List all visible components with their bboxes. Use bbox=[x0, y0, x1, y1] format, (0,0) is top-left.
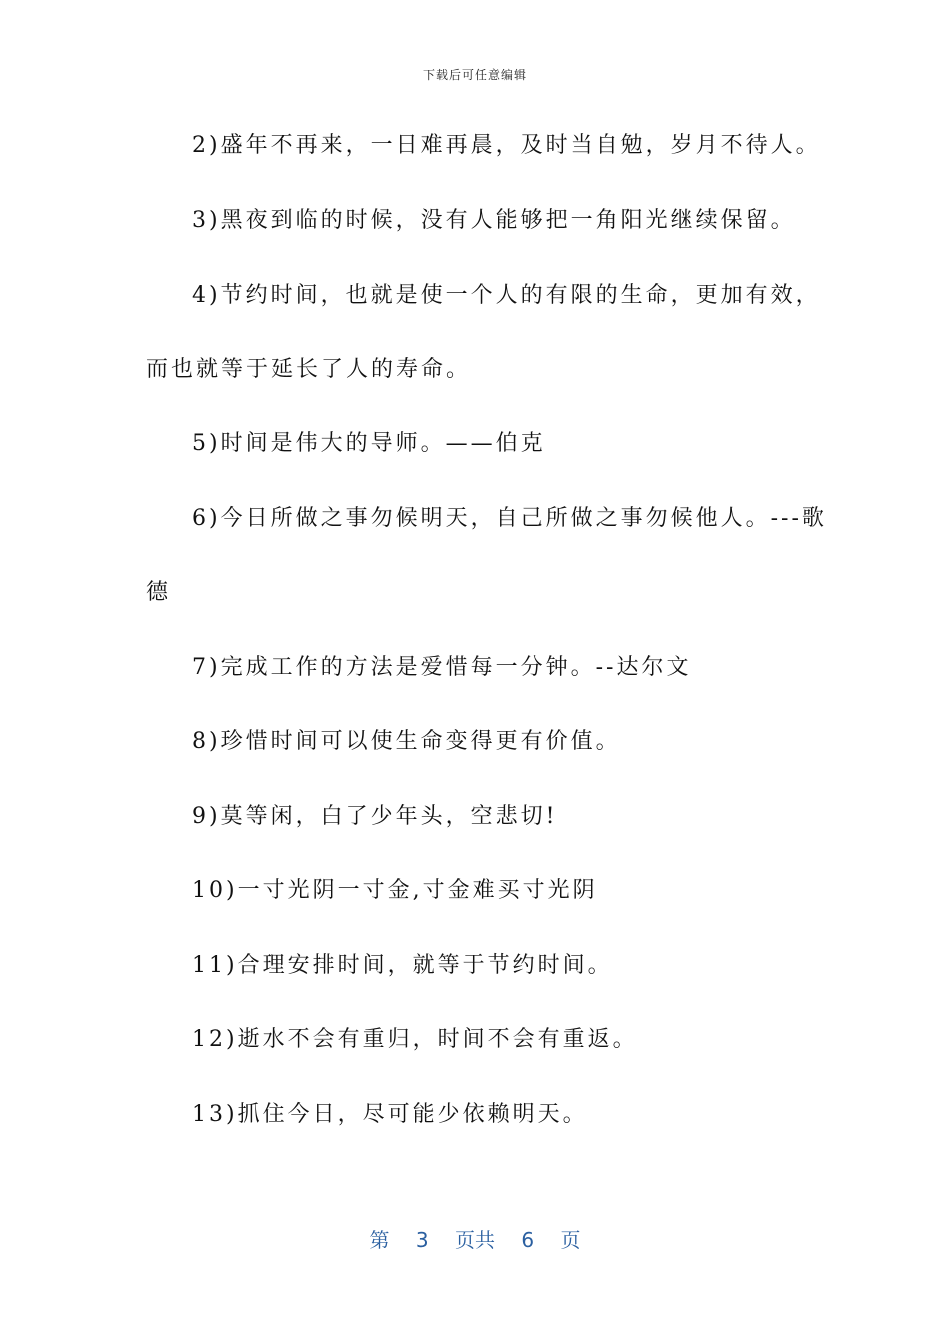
page-header: 下载后可任意编辑 bbox=[422, 68, 527, 82]
quote-line-continuation: 而也就等于延长了人的寿命。 bbox=[146, 357, 472, 382]
page-footer bbox=[0, 1224, 950, 1253]
quote-line-continuation: 德 bbox=[146, 580, 172, 605]
quote-line: 5)时间是伟大的导师。——伯克 bbox=[192, 431, 546, 456]
total-pages-number: 6 bbox=[521, 1228, 535, 1252]
quote-line: 8)珍惜时间可以使生命变得更有价值。 bbox=[192, 729, 621, 754]
page-of-label: 页共 bbox=[455, 1228, 495, 1252]
quote-line: 4)节约时间，也就是使一个人的有限的生命，更加有效， bbox=[192, 283, 821, 308]
current-page-number: 3 bbox=[415, 1228, 429, 1252]
quote-line: 2)盛年不再来，一日难再晨，及时当自勉，岁月不待人。 bbox=[192, 133, 821, 158]
quote-line: 12)逝水不会有重归，时间不会有重返。 bbox=[192, 1027, 638, 1052]
quote-line: 3)黑夜到临的时候，没有人能够把一角阳光继续保留。 bbox=[192, 208, 796, 233]
quote-line: 9)莫等闲，白了少年头，空悲切! bbox=[192, 804, 558, 829]
quote-line: 10)一寸光阴一寸金,寸金难买寸光阴 bbox=[192, 878, 598, 903]
quote-line: 13)抓住今日，尽可能少依赖明天。 bbox=[192, 1102, 588, 1127]
quote-line: 7)完成工作的方法是爱惜每一分钟。--达尔文 bbox=[192, 655, 692, 680]
page-label: 第 bbox=[369, 1228, 390, 1252]
quote-line: 6)今日所做之事勿候明天，自己所做之事勿候他人。---歌 bbox=[192, 506, 827, 531]
quote-line: 11)合理安排时间，就等于节约时间。 bbox=[192, 953, 613, 978]
page-end-label: 页 bbox=[560, 1228, 581, 1252]
